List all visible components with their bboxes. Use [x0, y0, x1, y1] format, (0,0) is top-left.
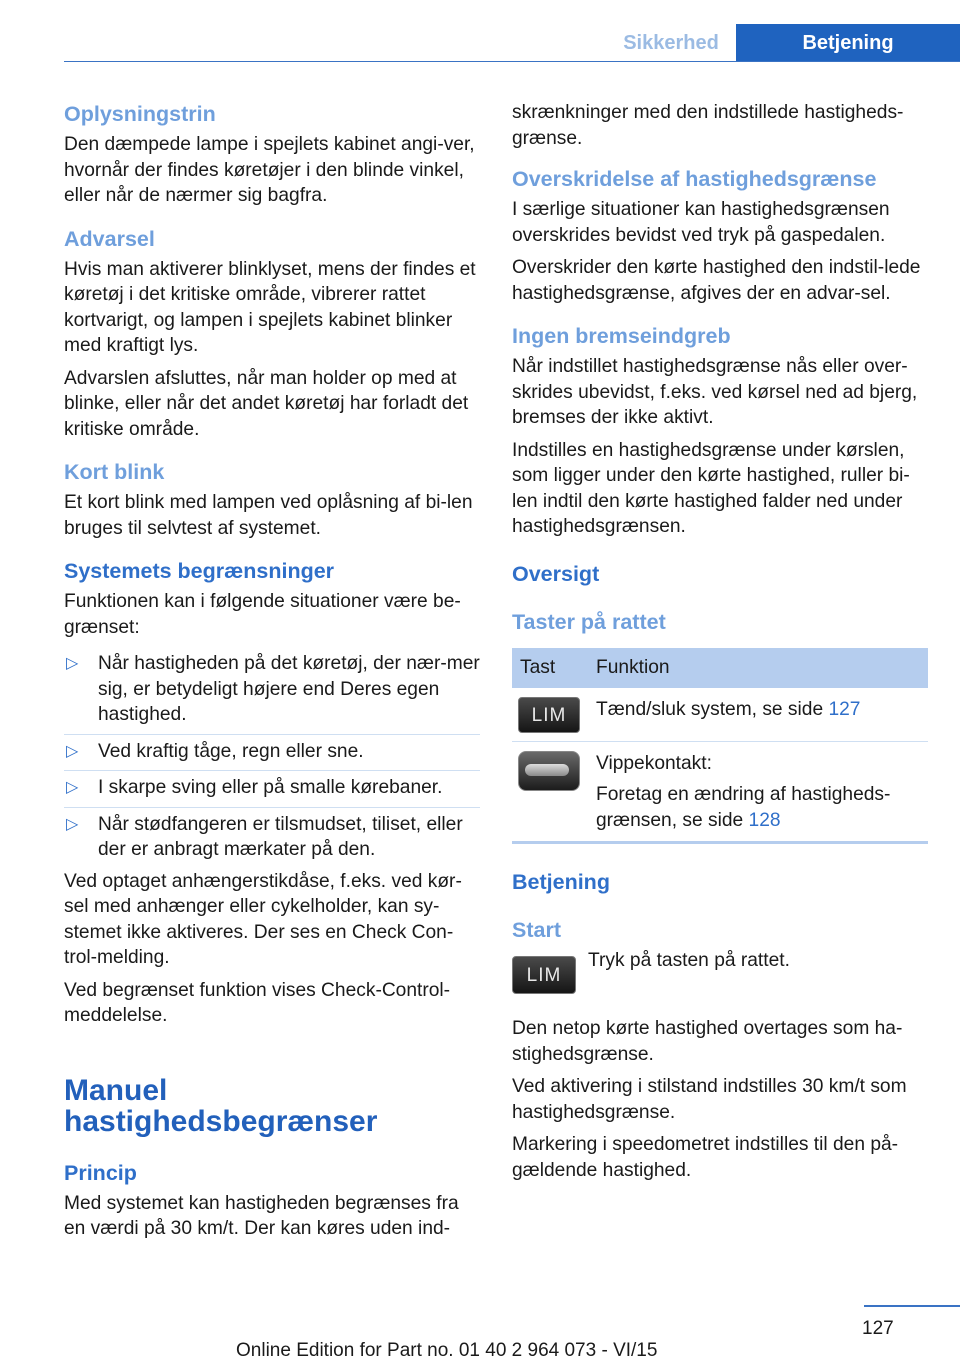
table-header-funktion: Funktion [588, 648, 928, 688]
list-item [64, 647, 480, 735]
table-cell-function [588, 741, 928, 843]
list-item-text: Når stødfangeren er tilsmudset, tiliset, eller der er anbragt mærkater på den. [98, 813, 463, 860]
lim-button-icon: LIM [518, 697, 580, 733]
table-row [512, 741, 928, 843]
heading-start: Start [512, 918, 561, 942]
list-item [64, 771, 480, 808]
paragraph: Et kort blink med lampen ved oplåsning af bi-len bruges til selvtest af systemet. [64, 492, 473, 539]
heading-kort-blink: Kort blink [64, 460, 165, 484]
list-item-text: Ved kraftig tåge, regn eller sne. [98, 740, 364, 762]
paragraph: Den netop kørte hastighed overtages som ha-stighedsgrænse. [512, 1018, 903, 1065]
paragraph: skrænkninger med den indstillede hastigheds-grænse. [512, 102, 904, 149]
page-number: 127 [862, 1318, 894, 1339]
paragraph: Hvis man aktiverer blinklyset, mens der findes et køretøj i det kritiske område, vibrerer rattet kortvarigt, og lampen i spejlets kabinet blinker med kraftigt lys. [64, 258, 476, 356]
triangle-bullet-icon: ▷ [66, 742, 79, 760]
page-link-128[interactable]: 128 [748, 809, 781, 831]
heading-overskridelse: Overskridelse af hastighedsgrænse [512, 167, 877, 191]
left-column [64, 100, 480, 1249]
lim-button-icon: LIM [512, 956, 576, 994]
table-header-row [512, 648, 928, 688]
paragraph: Ved aktivering i stilstand indstilles 30 km/t som hastighedsgrænse. [512, 1076, 907, 1123]
triangle-bullet-icon: ▷ [66, 815, 79, 833]
chapter-title [64, 1075, 480, 1137]
list-item [64, 735, 480, 772]
heading-princip: Princip [64, 1160, 137, 1185]
start-instruction [512, 950, 930, 998]
paragraph: Tryk på tasten på rattet. [588, 950, 790, 971]
paragraph: Når indstillet hastighedsgrænse nås eller over-skrides ubevidst, f.eks. ved kørsel ned ad bjerg, bremses der ikke aktivt. [512, 356, 918, 428]
table-cell-text: Foretag en ændring af hastigheds-grænsen, se side [596, 784, 891, 831]
table-header-tast: Tast [512, 648, 588, 688]
heading-advarsel: Advarsel [64, 226, 155, 251]
table-cell-text: Vippekontakt: [596, 752, 712, 774]
heading-oversigt: Oversigt [512, 561, 600, 586]
paragraph: Advarslen afsluttes, når man holder op med at blinke, eller når det andet køretøj har forladt det kritiske område. [64, 367, 469, 440]
triangle-bullet-icon: ▷ [66, 779, 79, 796]
tab-sikkerhed[interactable]: Sikkerhed [606, 24, 736, 62]
right-column [512, 100, 930, 1190]
table-cell-function [588, 688, 928, 742]
page-link-127[interactable]: 127 [828, 698, 861, 720]
heading-systemets-begraensninger: Systemets begrænsninger [64, 559, 335, 583]
chapter-title-line2: hastighedsbegrænser [64, 1104, 378, 1138]
paragraph: Med systemet kan hastigheden begrænses fra en værdi på 30 km/t. Der kan køres uden ind- [64, 1192, 459, 1239]
table-row [512, 688, 928, 742]
paragraph: Overskrider den kørte hastighed den indstil-lede hastighedsgrænse, afgives der en advar-sel. [512, 257, 921, 304]
table-cell-text: Tænd/sluk system, se side [596, 698, 829, 720]
rocker-switch-icon [518, 751, 580, 791]
header-rule [64, 61, 960, 62]
list-item-text: Når hastigheden på det køretøj, der nær-mer sig, er betydeligt højere end Deres egen hastighed. [98, 653, 480, 725]
table-cell-icon [512, 741, 588, 843]
list-item [64, 808, 480, 869]
triangle-bullet-icon: ▷ [66, 655, 79, 672]
paragraph: Ved begrænset funktion vises Check-Control-meddelelse. [64, 979, 451, 1026]
heading-taster-paa-rattet: Taster på rattet [512, 609, 666, 634]
paragraph: Funktionen kan i følgende situationer være be-grænset: [64, 591, 461, 638]
footer-rule [864, 1305, 960, 1307]
keys-table [512, 648, 928, 845]
paragraph: I særlige situationer kan hastighedsgrænsen overskrides bevidst ved tryk på gaspedalen. [512, 199, 890, 246]
table-cell-icon [512, 688, 588, 742]
paragraph: Indstilles en hastighedsgrænse under kørslen, som ligger under den kørte hastighed, ruller bi-len indtil den kørte hastighed falder ned under hastighedsgrænsen. [512, 439, 910, 537]
chapter-title-line1: Manuel [64, 1073, 168, 1107]
heading-oplysningstrin: Oplysningstrin [64, 102, 216, 126]
tab-betjening[interactable]: Betjening [736, 24, 960, 62]
heading-ingen-bremseindgreb: Ingen bremseindgreb [512, 324, 731, 348]
list-item-text: I skarpe sving eller på smalle kørebaner. [98, 777, 443, 798]
limitations-list [64, 647, 480, 869]
heading-betjening: Betjening [512, 870, 610, 894]
paragraph: Den dæmpede lampe i spejlets kabinet angi-ver, hvornår der findes køretøjer i den blinde vinkel, eller når de nærmer sig bagfra. [64, 134, 475, 206]
paragraph: Ved optaget anhængerstikdåse, f.eks. ved kør-sel med anhænger eller cykelholder, kan sy-stemet ikke aktiveres. Der ses en Check Con-trol-melding. [64, 870, 462, 968]
edition-footer: Online Edition for Part no. 01 40 2 964 073 - VI/15 [236, 1340, 658, 1361]
paragraph: Markering i speedometret indstilles til den på-gældende hastighed. [512, 1134, 899, 1181]
